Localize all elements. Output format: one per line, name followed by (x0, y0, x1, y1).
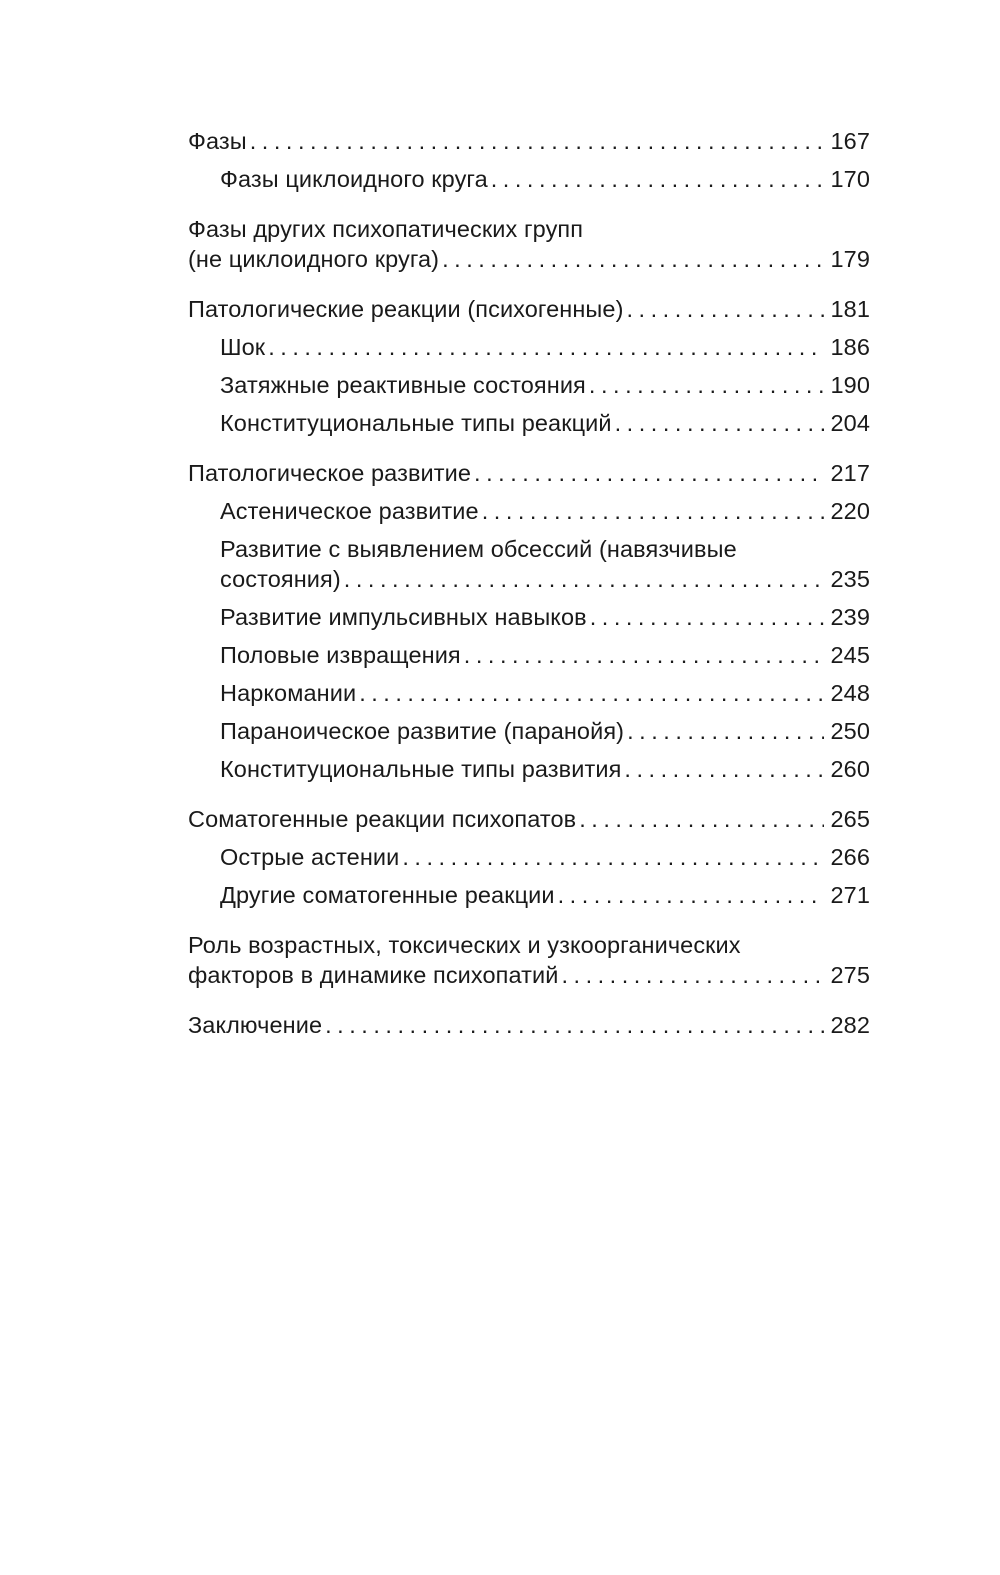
toc-entry-page: 265 (830, 806, 870, 832)
dot-leader (615, 408, 825, 438)
toc-entry (188, 716, 870, 746)
toc-entry-page: 260 (830, 756, 870, 782)
toc-entry (188, 370, 870, 400)
toc-entry-title: Наркомании (220, 680, 357, 706)
dot-leader (627, 716, 824, 746)
toc-entry-page: 271 (830, 882, 870, 908)
dot-leader (359, 678, 824, 708)
toc-entry (188, 678, 870, 708)
toc-row (220, 332, 870, 362)
dot-leader (579, 804, 824, 834)
toc-entry-title: Соматогенные реакции психопатов (188, 806, 577, 832)
toc-row (188, 1010, 870, 1040)
toc-row (188, 458, 870, 488)
toc-entry (188, 408, 870, 438)
toc-entry (188, 640, 870, 670)
toc-row (220, 408, 870, 438)
toc-row (188, 126, 870, 156)
toc-entry (188, 534, 870, 594)
toc-entry-title: Острые астении (220, 844, 400, 870)
toc-entry-page: 179 (830, 246, 870, 272)
dot-leader (344, 564, 825, 594)
toc-entry-title-line2: (не циклоидного круга) (188, 246, 440, 272)
dot-leader (474, 458, 824, 488)
toc-entry-title-line2: факторов в динамике психопатий (188, 962, 559, 988)
toc-row (220, 678, 870, 708)
toc-entry-title: Патологические реакции (психогенные) (188, 296, 624, 322)
toc-entry-page: 239 (830, 604, 870, 630)
toc-entry-title-line1: Роль возрастных, токсических и узкоорганических (188, 932, 741, 958)
toc-entry-page: 170 (830, 166, 870, 192)
toc-entry (188, 930, 870, 990)
toc-entry (188, 496, 870, 526)
toc-row (188, 960, 870, 990)
toc-row (220, 602, 870, 632)
toc-entry (188, 332, 870, 362)
dot-leader (491, 164, 825, 194)
toc-entry-page: 217 (830, 460, 870, 486)
dot-leader (402, 842, 824, 872)
toc-entry-page: 204 (830, 410, 870, 436)
toc-entry-title: Конституциональные типы реакций (220, 410, 612, 436)
toc-entry-page: 282 (830, 1012, 870, 1038)
toc-entry (188, 842, 870, 872)
toc-row (220, 880, 870, 910)
toc-entry-title: Астеническое развитие (220, 498, 479, 524)
dot-leader (250, 126, 825, 156)
toc-entry (188, 754, 870, 784)
toc-entry (188, 880, 870, 910)
toc-entry-title: Другие соматогенные реакции (220, 882, 555, 908)
dot-leader (464, 640, 825, 670)
toc-entry-title-line2: состояния) (220, 566, 341, 592)
toc-entry-title: Половые извращения (220, 642, 461, 668)
toc-entry-page: 266 (830, 844, 870, 870)
toc-entry-page: 245 (830, 642, 870, 668)
dot-leader (624, 754, 824, 784)
table-of-contents (188, 126, 870, 1040)
toc-entry-page: 167 (830, 128, 870, 154)
toc-entry-page: 190 (830, 372, 870, 398)
toc-entry (188, 602, 870, 632)
toc-entry (188, 126, 870, 156)
toc-entry-title: Развитие импульсивных навыков (220, 604, 587, 630)
toc-row (220, 164, 870, 194)
dot-leader (589, 370, 825, 400)
toc-entry-page: 275 (830, 962, 870, 988)
toc-row (188, 804, 870, 834)
toc-entry (188, 214, 870, 274)
toc-row (188, 244, 870, 274)
toc-entry (188, 458, 870, 488)
toc-entry-page: 181 (830, 296, 870, 322)
toc-entry-page: 186 (830, 334, 870, 360)
toc-entry-title-line1: Фазы других психопатических групп (188, 216, 584, 242)
dot-leader (590, 602, 825, 632)
toc-row (220, 842, 870, 872)
toc-entry-title-line1: Развитие с выявлением обсессий (навязчивые (220, 536, 737, 562)
toc-row (220, 370, 870, 400)
toc-entry-title: Конституциональные типы развития (220, 756, 622, 782)
toc-row (220, 496, 870, 526)
dot-leader (268, 332, 824, 362)
dot-leader (627, 294, 825, 324)
toc-row (220, 640, 870, 670)
toc-entry (188, 164, 870, 194)
toc-entry (188, 1010, 870, 1040)
toc-entry-title: Шок (220, 334, 266, 360)
dot-leader (558, 880, 825, 910)
toc-row (220, 716, 870, 746)
dot-leader (442, 244, 824, 274)
toc-entry-title: Параноическое развитие (паранойя) (220, 718, 625, 744)
dot-leader (561, 960, 824, 990)
dot-leader (482, 496, 825, 526)
toc-entry-page: 250 (830, 718, 870, 744)
toc-entry-title: Заключение (188, 1012, 323, 1038)
toc-row (188, 294, 870, 324)
toc-row (220, 754, 870, 784)
toc-entry-title: Затяжные реактивные состояния (220, 372, 586, 398)
toc-entry (188, 804, 870, 834)
toc-entry-title: Патологическое развитие (188, 460, 472, 486)
toc-entry-page: 235 (830, 566, 870, 592)
toc-entry (188, 294, 870, 324)
toc-row (220, 564, 870, 594)
toc-entry-title: Фазы (188, 128, 247, 154)
toc-entry-page: 220 (830, 498, 870, 524)
dot-leader (325, 1010, 824, 1040)
toc-entry-title: Фазы циклоидного круга (220, 166, 488, 192)
toc-entry-page: 248 (830, 680, 870, 706)
